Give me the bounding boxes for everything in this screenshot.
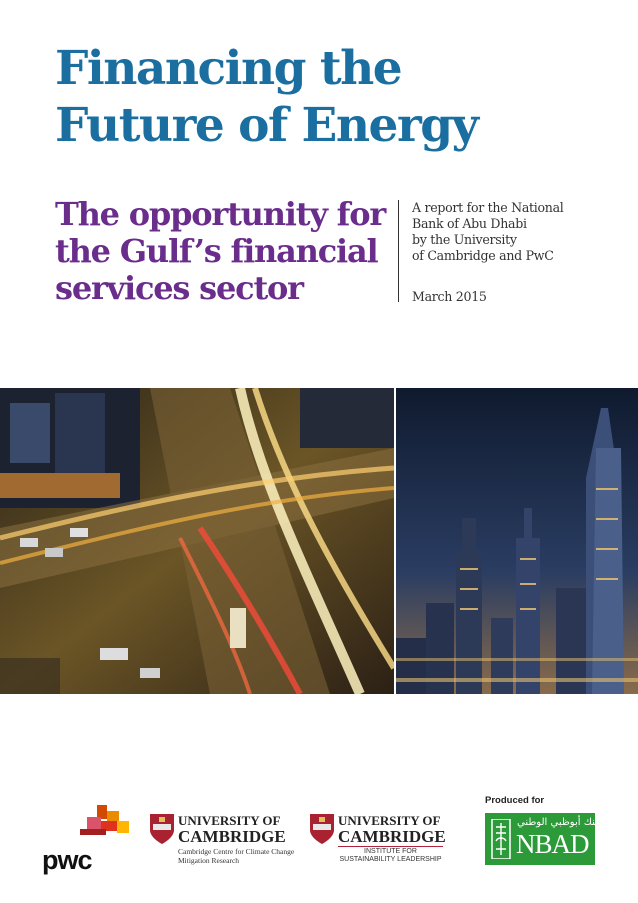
report-description: [412, 200, 622, 264]
traffic-photo: [0, 388, 394, 694]
vertical-divider: [398, 200, 399, 302]
report-line-3: by the University: [412, 232, 517, 247]
title-line-2: Future of Energy: [55, 98, 478, 153]
report-subtitle: [55, 196, 395, 307]
nbad-emblem-icon: [490, 819, 512, 859]
cisl-rule: [338, 846, 443, 847]
pwc-logo: [42, 805, 132, 875]
cambridge-name-label: CAMBRIDGE: [178, 827, 286, 846]
skyline-photo: [396, 388, 638, 694]
report-line-1: A report for the National: [412, 200, 564, 215]
pwc-wordmark: pwc: [42, 845, 92, 875]
cambridge-shield-icon: [150, 814, 174, 844]
cisl-subtitle-line-1: INSTITUTE FOR: [364, 848, 417, 855]
report-title: [55, 40, 615, 154]
ccm-subtitle: [178, 847, 294, 865]
cambridge-cisl-logo: [310, 814, 450, 866]
nbad-wordmark: NBAD: [516, 829, 589, 859]
cambridge-name-label: CAMBRIDGE: [338, 827, 446, 846]
cambridge-ccm-logo: [150, 813, 295, 866]
report-line-4: of Cambridge and PwC: [412, 248, 554, 263]
report-line-2: Bank of Abu Dhabi: [412, 216, 527, 231]
ccm-subtitle-line-2: Mitigation Research: [178, 856, 240, 865]
ccm-subtitle-line-1: Cambridge Centre for Climate Change: [178, 847, 295, 856]
subtitle-line-1: The opportunity for: [55, 195, 386, 233]
report-date: March 2015: [412, 289, 487, 304]
nbad-logo: [485, 813, 598, 865]
cambridge-university-label: UNIVERSITY OF: [338, 813, 441, 828]
cambridge-shield-icon: [310, 814, 334, 844]
subtitle-line-2: the Gulf’s financial: [55, 232, 378, 270]
pwc-blocks-icon: [42, 805, 132, 845]
title-line-1: Financing the: [55, 41, 402, 96]
cisl-subtitle-line-2: SUSTAINABILITY LEADERSHIP: [339, 856, 442, 863]
cambridge-university-label: UNIVERSITY OF: [178, 813, 281, 828]
cisl-subtitle: [338, 848, 443, 864]
produced-for-label: Produced for: [485, 795, 545, 806]
nbad-arabic-name: بنك أبوظبي الوطني: [517, 817, 598, 828]
subtitle-line-3: services sector: [55, 269, 303, 307]
